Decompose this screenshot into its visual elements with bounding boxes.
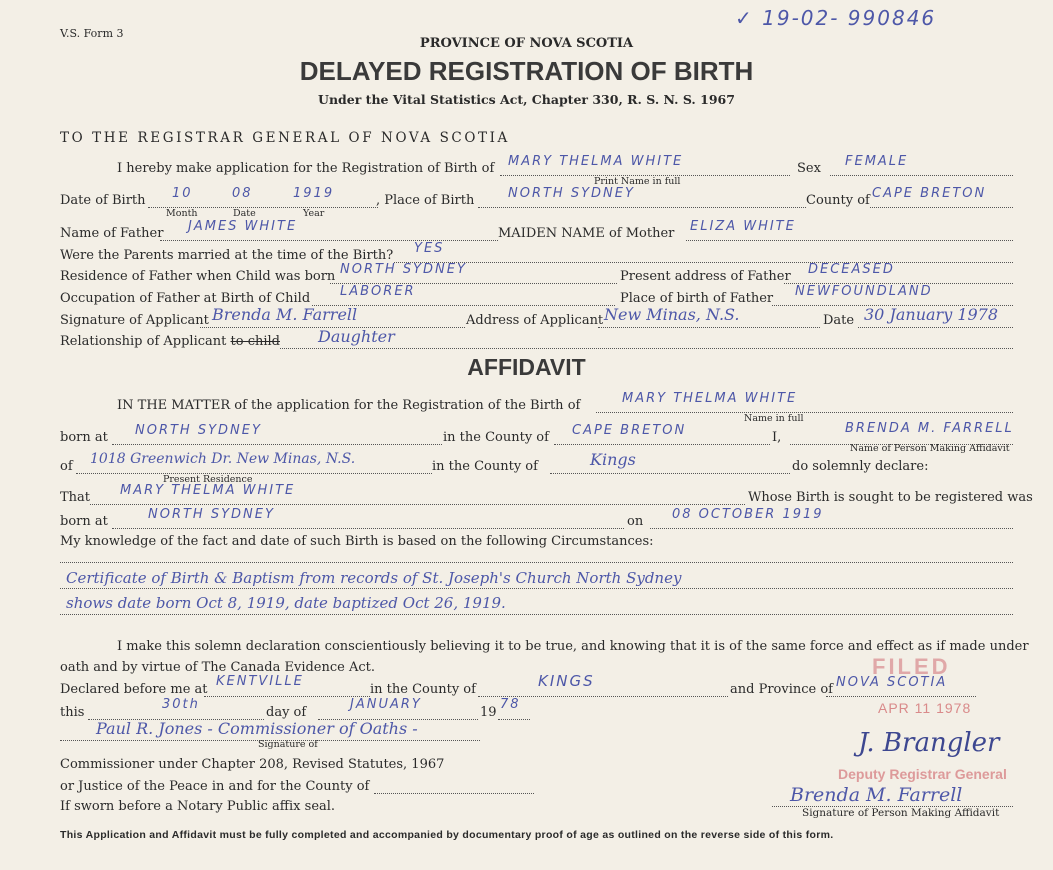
applicant-address-label: Address of Applicant: [466, 313, 604, 328]
filed-stamp: FILED: [872, 654, 951, 679]
dob-label: Date of Birth: [60, 193, 146, 208]
of-label: of: [60, 459, 73, 474]
affidavit-county-label: in the County of: [443, 430, 549, 445]
declared-month: JANUARY: [350, 697, 422, 712]
deponent-caption: Name of Person Making Affidavit: [850, 443, 1010, 454]
relationship-label: Relationship of Applicant to child: [60, 334, 280, 349]
on-label: on: [627, 514, 644, 529]
solemn-declaration-1: I make this solemn declaration conscientiously believing it to be true, and knowing that it is of the same force and effect as if made under: [117, 639, 1029, 654]
circumstances-line-1: Certificate of Birth & Baptism from records of St. Joseph's Church North Sydney: [66, 569, 682, 587]
mother-maiden-value: ELIZA WHITE: [690, 219, 796, 234]
born-at2-value: NORTH SYDNEY: [148, 507, 275, 522]
that-label: That: [60, 490, 91, 505]
father-residence-label: Residence of Father when Child was born: [60, 269, 336, 284]
declared-province-label: and Province of: [730, 682, 833, 697]
deponent-residence: 1018 Greenwich Dr. New Minas, N.S.: [90, 451, 356, 467]
declared-year: 78: [500, 697, 521, 712]
affidavit-heading: AFFIDAVIT: [467, 354, 586, 380]
applicant-signature-label: Signature of Applicant: [60, 313, 209, 328]
sex-value: FEMALE: [845, 154, 909, 169]
dob-year: 1919: [293, 186, 335, 201]
deponent-signature-caption: Signature of Person Making Affidavit: [802, 807, 1000, 819]
father-occupation-value: LABORER: [340, 284, 416, 299]
whose-birth-text: Whose Birth is sought to be registered was: [748, 490, 1033, 505]
application-intro: I hereby make application for the Registration of Birth of: [117, 161, 495, 176]
day-of-label: day of: [266, 705, 307, 720]
deponent-signature: Brenda M. Farrell: [790, 784, 963, 806]
solemn-declaration-2: oath and by virtue of The Canada Evidence Act.: [60, 660, 375, 675]
declared-county-label: in the County of: [370, 682, 476, 697]
year-prefix: 19: [480, 705, 497, 720]
filed-date-stamp: APR 11 1978: [878, 700, 972, 716]
father-present-address-value: DECEASED: [808, 262, 895, 277]
signature-of-caption: Signature of: [258, 739, 318, 750]
justice-line: or Justice of the Peace in and for the County of: [60, 779, 370, 794]
to-registrar: TO THE REGISTRAR GENERAL OF NOVA SCOTIA: [60, 130, 510, 146]
father-name-label: Name of Father: [60, 226, 164, 241]
application-date-label: Date: [823, 313, 855, 328]
print-name-caption: Print Name in full: [594, 176, 681, 187]
application-date: 30 January 1978: [864, 305, 999, 324]
matter-name: MARY THELMA WHITE: [622, 391, 798, 406]
commissioner-signature: Paul R. Jones - Commissioner of Oaths -: [96, 719, 418, 738]
mother-maiden-label: MAIDEN NAME of Mother: [498, 226, 675, 241]
dob-month: 10: [172, 186, 193, 201]
father-occupation-label: Occupation of Father at Birth of Child: [60, 291, 311, 306]
relationship-value: Daughter: [318, 327, 395, 346]
month-caption: Month: [166, 208, 198, 219]
applicant-signature: Brenda M. Farrell: [212, 305, 358, 324]
born-at-value: NORTH SYDNEY: [135, 423, 262, 438]
circumstances-line-2: shows date born Oct 8, 1919, date baptized Oct 26, 1919.: [66, 594, 506, 612]
declared-day: 30th: [162, 697, 200, 712]
affidavit-county2-value: Kings: [590, 450, 636, 469]
name-in-full-caption: Name in full: [744, 413, 804, 424]
form-title: DELAYED REGISTRATION OF BIRTH: [299, 56, 754, 86]
deponent-name: BRENDA M. FARRELL: [845, 421, 1014, 436]
father-name-value: JAMES WHITE: [188, 219, 298, 234]
sex-label: Sex: [797, 161, 821, 176]
father-residence-value: NORTH SYDNEY: [340, 262, 467, 277]
date-caption: Date: [233, 208, 256, 219]
place-of-birth-value: NORTH SYDNEY: [508, 186, 635, 201]
deputy-registrar-stamp: Deputy Registrar General: [838, 766, 1007, 782]
footer-note: This Application and Affidavit must be fully completed and accompanied by documentary proof of age as outlined on the reverse side of this form.: [60, 829, 834, 841]
place-of-birth-label: , Place of Birth: [376, 193, 475, 208]
declare-label: do solemnly declare:: [792, 459, 929, 474]
declared-before-label: Declared before me at: [60, 682, 208, 697]
affidavit-county-value: CAPE BRETON: [572, 423, 687, 438]
present-residence-caption: Present Residence: [163, 474, 253, 485]
declared-province-value: NOVA SCOTIA: [836, 675, 948, 690]
county-label: County of: [806, 193, 870, 208]
declared-county-value: KINGS: [538, 672, 595, 690]
knowledge-text: My knowledge of the fact and date of such Birth is based on the following Circumstances:: [60, 534, 654, 549]
notary-line: If sworn before a Notary Public affix seal.: [60, 799, 336, 814]
matter-text: IN THE MATTER of the application for the Registration of the Birth of: [117, 398, 581, 413]
parents-married-value: YES: [414, 241, 445, 256]
born-at2-label: born at: [60, 514, 108, 529]
born-at-label: born at: [60, 430, 108, 445]
year-caption: Year: [303, 208, 325, 219]
parents-married-label: Were the Parents married at the time of the Birth?: [60, 248, 394, 263]
form-number: V.S. Form 3: [60, 27, 124, 40]
affidavit-county2-label: in the County of: [432, 459, 538, 474]
file-number: ✓ 19-02- 990846: [735, 6, 937, 30]
applicant-address: New Minas, N.S.: [604, 305, 740, 324]
this-label: this: [60, 705, 85, 720]
declared-place: KENTVILLE: [216, 674, 304, 689]
that-value: MARY THELMA WHITE: [120, 483, 296, 498]
applicant-child-name: MARY THELMA WHITE: [508, 154, 684, 169]
registrar-signature: J. Brangler: [858, 728, 1000, 758]
county-value: CAPE BRETON: [872, 186, 987, 201]
dob-date: 08: [232, 186, 253, 201]
form-subtitle: Under the Vital Statistics Act, Chapter 330, R. S. N. S. 1967: [318, 92, 735, 107]
father-present-address-label: Present address of Father: [620, 269, 791, 284]
father-birthplace-value: NEWFOUNDLAND: [795, 284, 933, 299]
province-heading: PROVINCE OF NOVA SCOTIA: [419, 36, 634, 51]
relationship-struck: to child: [230, 334, 280, 349]
commissioner-line: Commissioner under Chapter 208, Revised Statutes, 1967: [60, 757, 445, 772]
on-value: 08 OCTOBER 1919: [672, 507, 824, 522]
i-label: I,: [772, 430, 782, 445]
father-birthplace-label: Place of birth of Father: [620, 291, 774, 306]
